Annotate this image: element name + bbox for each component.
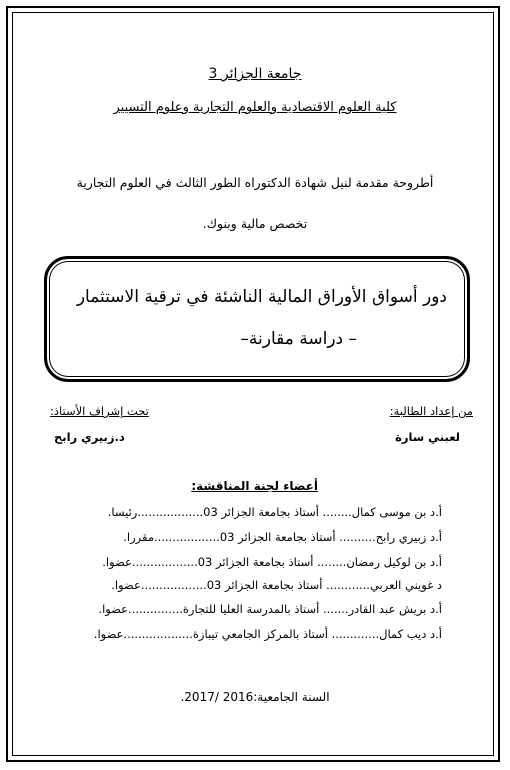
inner-border: [12, 12, 494, 756]
specialization: تخصص مالية وبنوك.: [202, 216, 308, 231]
committee-member: أ.د زبيري رابح.......... أستاذ بجامعة الجزائر 03..................مقررا.: [123, 530, 442, 544]
committee-member: أ.د بريش عبد القادر....... أستاذ بالمدرسة العليا للتجارة...............عضوا.: [98, 602, 442, 616]
committee-member: أ.د ديب كمال............. أستاذ بالمركز الجامعي تيبازة...................عضوا.: [93, 627, 442, 641]
committee-member: د غويني العربي............ أستاذ بجامعة الجزائر 03..................عضوا.: [111, 578, 442, 592]
university-name: جامعة الجزائر 3: [208, 66, 302, 82]
faculty-name: كلية العلوم الاقتصادية والعلوم التجارية وعلوم التسيير: [113, 100, 397, 115]
supervisor-name: د.زبيري رابح: [54, 430, 125, 444]
committee-member: أ.د بن لوكيل رمضان........ أستاذ بجامعة الجزائر 03..................عضوا.: [102, 555, 442, 569]
student-name: لعبني سارة: [395, 430, 460, 444]
supervisor-label: تحت إشراف الأستاذ:: [50, 404, 149, 418]
thesis-title: دور أسواق الأوراق المالية الناشئة في ترقية الاستثمار: [76, 287, 447, 307]
academic-year: السنة الجامعية:2016 /2017.: [180, 690, 330, 704]
committee-heading: أعضاء لجنة المناقشة:: [191, 479, 318, 493]
thesis-subtitle: – دراسة مقارنة–: [240, 329, 357, 349]
student-label: من إعداد الطالبة:: [389, 404, 473, 418]
thesis-purpose: أطروحة مقدمة لنيل شهادة الدكتوراه الطور الثالث في العلوم التجارية: [76, 175, 434, 190]
committee-member: أ.د بن موسى كمال........ أستاذ بجامعة الجزائر 03..................رئيسا.: [107, 505, 442, 519]
title-box: [44, 256, 470, 382]
